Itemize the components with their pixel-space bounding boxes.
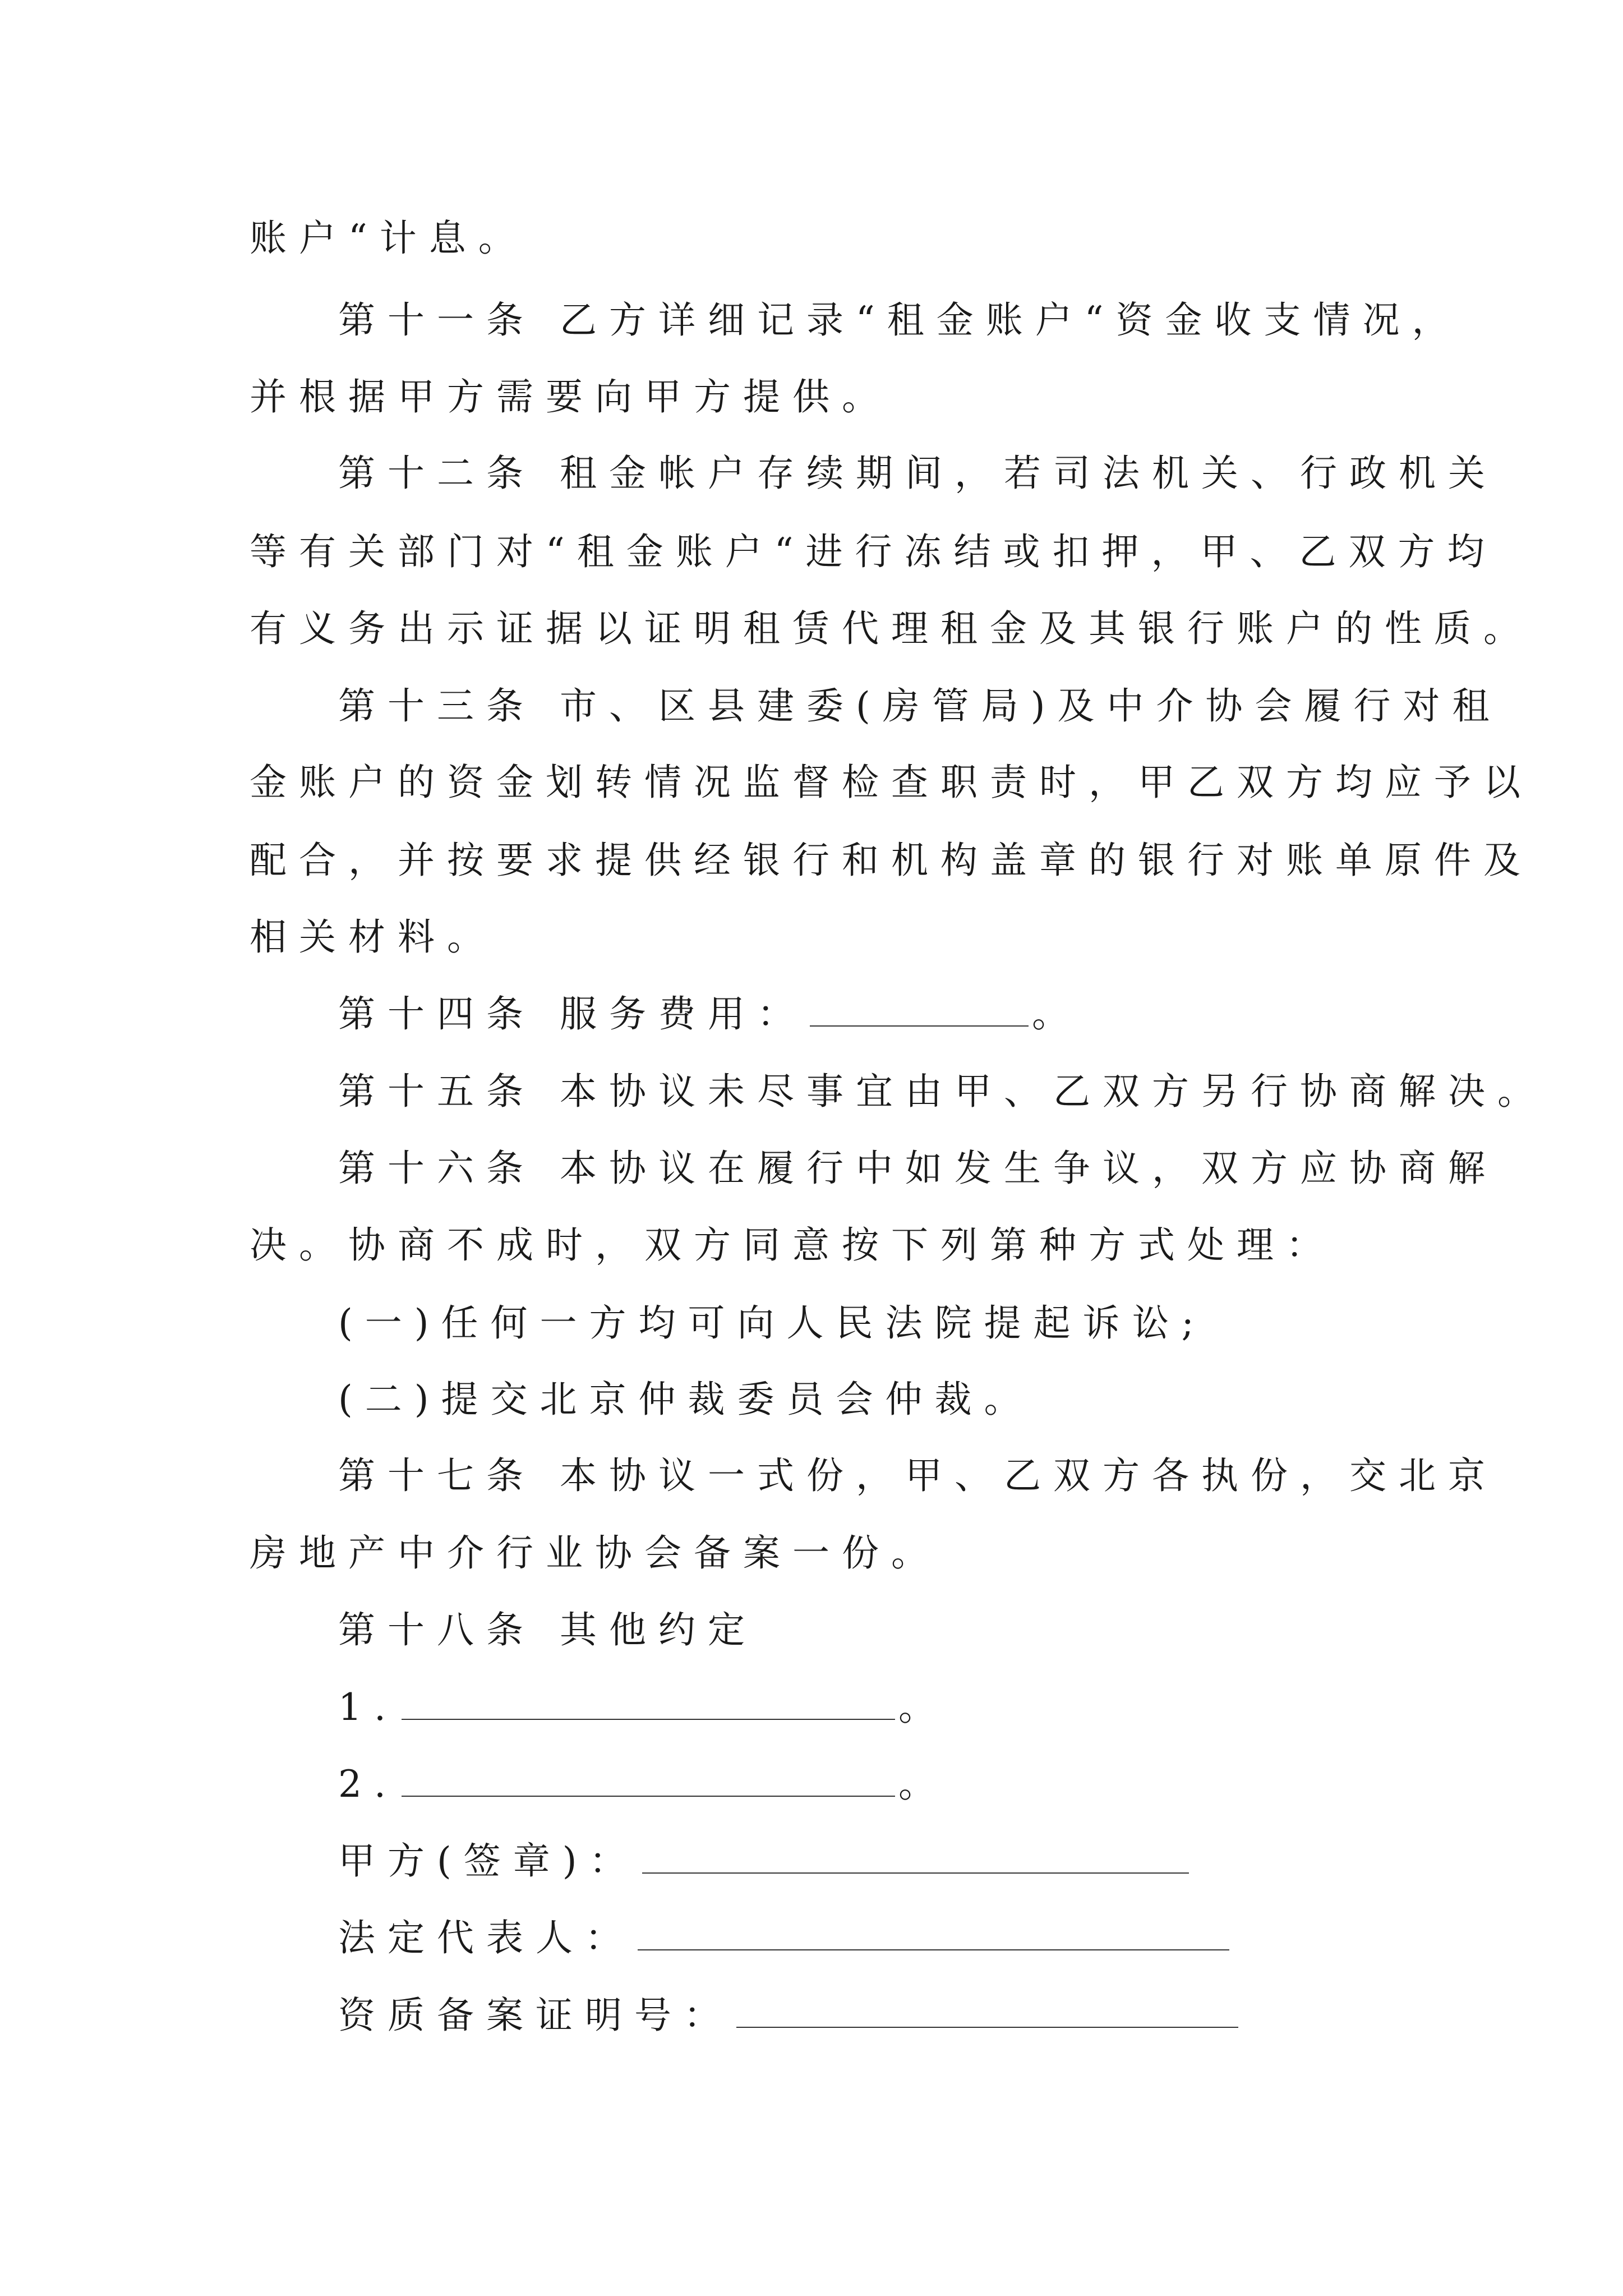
article-14-line xyxy=(338,992,1069,1037)
article-13-line-2: 金账户的资金划转情况监督检查职责时，甲乙双方均应予以 xyxy=(250,761,1533,804)
legal-representative-line xyxy=(338,1916,1233,1961)
paragraph-line: 账户“计息。 xyxy=(250,217,528,260)
article-17-line-1: 第十七条 本协议一式份，甲、乙双方各执份，交北京 xyxy=(338,1454,1497,1497)
article-11-line-2: 并根据甲方需要向甲方提供。 xyxy=(250,375,891,418)
party-a-signature-label: 甲方(签章)： xyxy=(338,1839,639,1883)
article-11-line-1: 第十一条 乙方详细记录“租金账户“资金收支情况， xyxy=(338,298,1461,342)
other-agreement-2-blank[interactable] xyxy=(402,1765,895,1797)
article-12-line-1: 第十二条 租金帐户存续期间，若司法机关、行政机关 xyxy=(338,452,1497,495)
service-fee-blank[interactable] xyxy=(810,995,1029,1027)
article-15-line: 第十五条 本协议未尽事宜由甲、乙双方另行协商解决。 xyxy=(338,1070,1547,1113)
item-2-label: 2. xyxy=(338,1763,398,1806)
article-16-line-1: 第十六条 本协议在履行中如发生争议，双方应协商解 xyxy=(338,1147,1497,1190)
article-12-line-3: 有义务出示证据以证明租赁代理租金及其银行账户的性质。 xyxy=(250,607,1533,650)
dispute-option-2: (二)提交北京仲裁委员会仲裁。 xyxy=(338,1378,1034,1421)
dispute-option-1: (一)任何一方均可向人民法院提起诉讼; xyxy=(338,1301,1206,1345)
item-1-suffix: 。 xyxy=(898,1686,935,1729)
article-13-line-4: 相关材料。 xyxy=(250,915,496,959)
legal-representative-label: 法定代表人： xyxy=(338,1916,634,1959)
article-17-line-2: 房地产中介行业协会备案一份。 xyxy=(250,1531,940,1575)
article-14-suffix: 。 xyxy=(1031,992,1069,1036)
other-agreement-2 xyxy=(338,1762,935,1807)
article-16-line-2: 决。协商不成时，双方同意按下列第种方式处理： xyxy=(250,1223,1335,1267)
party-a-signature-line xyxy=(338,1839,1192,1884)
qualification-number-line xyxy=(338,1993,1242,2038)
legal-representative-blank[interactable] xyxy=(638,1919,1229,1950)
qualification-number-blank[interactable] xyxy=(736,1996,1238,2028)
article-18-title: 第十八条 其他约定 xyxy=(338,1608,757,1651)
item-1-label: 1. xyxy=(338,1686,398,1729)
other-agreement-1 xyxy=(338,1685,935,1730)
other-agreement-1-blank[interactable] xyxy=(402,1688,895,1720)
article-13-line-1: 第十三条 市、区县建委(房管局)及中介协会履行对租 xyxy=(338,684,1502,728)
party-a-signature-blank[interactable] xyxy=(642,1842,1189,1874)
qualification-number-label: 资质备案证明号： xyxy=(338,1994,733,2037)
article-13-line-3: 配合，并按要求提供经银行和机构盖章的银行对账单原件及 xyxy=(250,839,1533,882)
article-12-line-2: 等有关部门对“租金账户“进行冻结或扣押，甲、乙双方均 xyxy=(250,530,1497,573)
article-14-label: 第十四条 服务费用： xyxy=(338,992,806,1036)
item-2-suffix: 。 xyxy=(898,1763,935,1806)
